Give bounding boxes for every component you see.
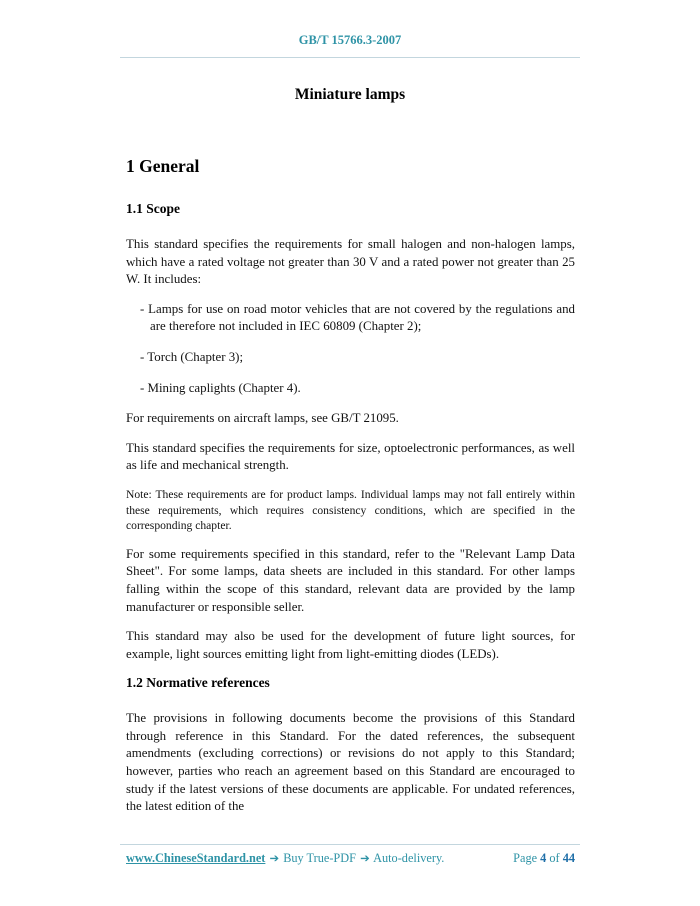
paragraph-normative-intro: The provisions in following documents become the provisions of this Standard through reference in this Standard. For the dated references, the subsequent amendments (excluding corrections) or revisions do not apply to this Standard; however, parties who reach an agreement based on this Standard are encouraged to study if the latest versions of these documents are applicable. For undated references, the latest edition of the <box>126 711 575 814</box>
paragraph-scope-intro: This standard specifies the requirements for small halogen and non-halogen lamps, which have a rated voltage not greater than 30 V and a rated power not greater than 25 W. It includes: <box>126 237 575 287</box>
section-heading-normative: 1.2 Normative references <box>126 675 270 691</box>
footer-buy-text: Buy True-PDF <box>283 851 356 865</box>
paragraph-future-sources: This standard may also be used for the development of future light sources, for example, light sources emitting light from light-emitting diodes (LEDs). <box>126 629 575 661</box>
page-label: Page <box>513 851 538 865</box>
footer-divider <box>120 844 580 845</box>
total-pages: 44 <box>562 851 575 865</box>
footer-delivery-text: Auto-delivery. <box>373 851 445 865</box>
section-heading-scope: 1.1 Scope <box>126 201 180 216</box>
paragraph-aircraft: For requirements on aircraft lamps, see GB/T 21095. <box>126 411 399 426</box>
arrow-icon: ➔ <box>269 853 280 865</box>
footer-site-link[interactable]: www.ChineseStandard.net <box>126 851 266 865</box>
header-doc-number: GB/T 15766.3-2007 <box>298 33 402 47</box>
list-item-mining: - Mining caplights (Chapter 4). <box>140 380 301 395</box>
header-divider <box>120 57 580 58</box>
document-body <box>126 156 575 828</box>
document-title: Miniature lamps <box>294 86 406 103</box>
of-label: of <box>549 851 560 865</box>
paragraph-performance: This standard specifies the requirements for size, optoelectronic performances, as well as life and mechanical strength. <box>126 440 575 473</box>
footer-info <box>126 851 444 866</box>
arrow-icon: ➔ <box>360 853 370 865</box>
page-number: 4 <box>540 851 547 865</box>
list-item-vehicles: - Lamps for use on road motor vehicles that are not covered by the regulations and are therefore not included in IEC 60809 (Chapter 2); <box>140 301 575 334</box>
paragraph-data-sheet: For some requirements specified in this standard, refer to the "Relevant Lamp Data Sheet". For some lamps, data sheets are included in this standard. For other lamps falling within the scope of this standard, relevant data are provided by the lamp manufacturer or responsible seller. <box>126 546 575 614</box>
page-indicator <box>513 851 575 866</box>
document-footer <box>126 851 575 866</box>
list-item-torch: - Torch (Chapter 3); <box>140 349 244 364</box>
note-text: Note: These requirements are for product lamps. Individual lamps may not fall entirely within these requirements, which requires consistency conditions, which are specified in the corresponding chapter. <box>126 487 575 533</box>
section-heading-general: 1 General <box>126 156 200 176</box>
